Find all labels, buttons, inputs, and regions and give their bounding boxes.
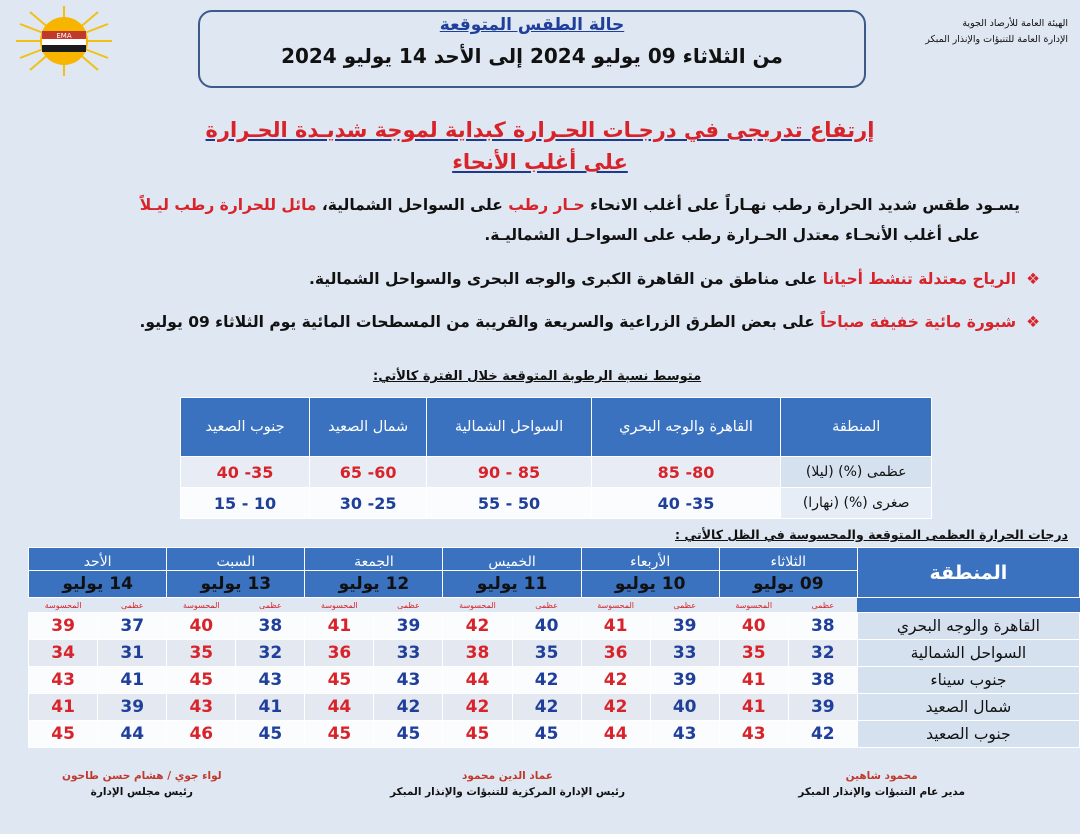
- logo-text: EMA: [56, 32, 72, 40]
- humidity-header-north-upper: شمال الصعيد: [310, 398, 427, 457]
- table-row: [29, 613, 1080, 640]
- signature-title: رئيس مجلس الإدارة: [90, 786, 193, 798]
- headline-line-2: على أغلب الأنحاء: [452, 150, 628, 174]
- bullet-fog: [40, 313, 1040, 331]
- humidity-row-label: صغرى (%) (نهارا): [781, 488, 932, 519]
- diamond-bullet-icon: ❖: [1026, 313, 1040, 331]
- humidity-header-region: المنطقة: [781, 398, 932, 457]
- date-header: 14 يوليو: [29, 571, 167, 598]
- organization-name: [848, 16, 1068, 48]
- feels-like-cell: 41: [719, 694, 788, 721]
- summary-text-b: حـار رطب: [508, 196, 585, 214]
- summary-text-a: يسـود طقس شديد الحرارة رطب نهـاراً على أغلب الانحاء: [584, 196, 1020, 214]
- max-temp-cell: 38: [236, 613, 305, 640]
- temperature-table: [28, 547, 1080, 748]
- region-name: جنوب الصعيد: [857, 721, 1079, 748]
- feels-like-cell: 42: [443, 613, 512, 640]
- feels-like-cell: 45: [167, 667, 236, 694]
- feel-label: المحسوسة: [305, 598, 374, 613]
- temperature-body: [29, 613, 1080, 748]
- humidity-header-north-coast: السواحل الشمالية: [427, 398, 591, 457]
- bullet-fog-highlight: شبورة مائية خفيفة صباحاً: [820, 313, 1017, 331]
- max-temp-cell: 42: [788, 721, 857, 748]
- feels-like-cell: 42: [581, 694, 650, 721]
- feels-like-cell: 40: [719, 613, 788, 640]
- region-name: القاهرة والوجه البحري: [857, 613, 1079, 640]
- signature-name: محمود شاهين: [845, 770, 918, 782]
- feel-label: المحسوسة: [581, 598, 650, 613]
- summary-line-1: [60, 196, 1020, 214]
- date-header: 13 يوليو: [167, 571, 305, 598]
- date-header: 10 يوليو: [581, 571, 719, 598]
- humidity-title: متوسط نسبة الرطوبة المتوقعة خلال الفترة كالأتي:: [373, 369, 702, 384]
- org-line-2: الإدارة العامة للتنبؤات والإنذار المبكر: [925, 34, 1068, 45]
- feel-label: المحسوسة: [29, 598, 98, 613]
- page-title: حالة الطقس المتوقعة: [439, 15, 625, 35]
- max-temp-cell: 37: [98, 613, 167, 640]
- feels-like-cell: 43: [29, 667, 98, 694]
- feels-like-cell: 41: [719, 667, 788, 694]
- max-temp-cell: 43: [650, 721, 719, 748]
- max-temp-cell: 38: [788, 667, 857, 694]
- humidity-header-cairo: القاهرة والوجه البحري: [591, 398, 781, 457]
- bullet-wind-highlight: الرياح معتدلة تنشط أحيانا: [822, 270, 1017, 288]
- max-temp-cell: 42: [512, 694, 581, 721]
- date-header: 12 يوليو: [305, 571, 443, 598]
- ema-logo: [8, 6, 120, 76]
- max-temp-cell: 41: [98, 667, 167, 694]
- region-name: جنوب سيناء: [857, 667, 1079, 694]
- signature-forecast-director: [798, 768, 965, 800]
- max-label: عظمى: [512, 598, 581, 613]
- feels-like-cell: 45: [29, 721, 98, 748]
- feel-label: المحسوسة: [167, 598, 236, 613]
- feels-like-cell: 41: [581, 613, 650, 640]
- day-header: السبت: [167, 548, 305, 571]
- max-temp-cell: 35: [512, 640, 581, 667]
- feels-like-cell: 41: [29, 694, 98, 721]
- day-header: الخميس: [443, 548, 581, 571]
- max-temp-cell: 32: [788, 640, 857, 667]
- feels-like-cell: 36: [581, 640, 650, 667]
- day-header: الجمعة: [305, 548, 443, 571]
- day-header: الأحد: [29, 548, 167, 571]
- feel-label: المحسوسة: [719, 598, 788, 613]
- temperature-subheader-row: [29, 598, 1080, 613]
- org-line-1: الهيئة العامة للأرصاد الجوية: [962, 18, 1068, 29]
- signature-chairman: [62, 768, 222, 800]
- humidity-header-south-upper: جنوب الصعيد: [181, 398, 310, 457]
- humidity-cell: 85 - 90: [427, 457, 591, 488]
- humidity-cell: 10 - 15: [181, 488, 310, 519]
- region-name: السواحل الشمالية: [857, 640, 1079, 667]
- feel-label: المحسوسة: [443, 598, 512, 613]
- feels-like-cell: 34: [29, 640, 98, 667]
- humidity-cell: 35- 40: [591, 488, 781, 519]
- humidity-cell: 80- 85: [591, 457, 781, 488]
- humidity-table: [180, 397, 932, 519]
- humidity-row-label: عظمى (%) (ليلا): [781, 457, 932, 488]
- max-temp-cell: 41: [236, 694, 305, 721]
- summary-text-d: مائل للحرارة رطب ليـلاً: [139, 196, 317, 214]
- feels-like-cell: 43: [719, 721, 788, 748]
- max-temp-cell: 42: [512, 667, 581, 694]
- diamond-bullet-icon: ❖: [1026, 270, 1040, 288]
- feels-like-cell: 46: [167, 721, 236, 748]
- humidity-cell: 50 - 55: [427, 488, 591, 519]
- table-row: [29, 667, 1080, 694]
- max-temp-cell: 40: [512, 613, 581, 640]
- title-box: [198, 10, 866, 88]
- feels-like-cell: 35: [167, 640, 236, 667]
- day-header: الثلاثاء: [719, 548, 857, 571]
- bullet-wind-text: على مناطق من القاهرة الكبرى والوجه البحرى والسواحل الشمالية.: [309, 270, 823, 288]
- feels-like-cell: 45: [443, 721, 512, 748]
- subheader-blank: [857, 598, 1079, 613]
- max-temp-cell: 31: [98, 640, 167, 667]
- signature-title: رئيس الإدارة المركزية للتنبؤات والإنذار المبكر: [389, 786, 625, 798]
- table-row: [29, 694, 1080, 721]
- headline-line-1: إرتفاع تدريجى في درجـات الحـرارة كبداية لموجة شديـدة الحـرارة: [205, 118, 875, 142]
- humidity-cell: 60- 65: [310, 457, 427, 488]
- humidity-cell: 25- 30: [310, 488, 427, 519]
- max-temp-cell: 43: [374, 667, 443, 694]
- feels-like-cell: 42: [581, 667, 650, 694]
- max-temp-cell: 43: [236, 667, 305, 694]
- max-temp-cell: 39: [650, 613, 719, 640]
- max-temp-cell: 32: [236, 640, 305, 667]
- max-temp-cell: 45: [512, 721, 581, 748]
- max-label: عظمى: [374, 598, 443, 613]
- max-temp-cell: 39: [98, 694, 167, 721]
- max-temp-cell: 40: [650, 694, 719, 721]
- bullet-wind: [40, 270, 1040, 288]
- day-header: الأربعاء: [581, 548, 719, 571]
- signature-title: مدير عام التنبؤات والإنذار المبكر: [798, 786, 965, 798]
- feels-like-cell: 40: [167, 613, 236, 640]
- feels-like-cell: 44: [443, 667, 512, 694]
- max-temp-cell: 39: [788, 694, 857, 721]
- max-temp-cell: 33: [650, 640, 719, 667]
- humidity-header-row: [181, 398, 932, 457]
- max-label: عظمى: [650, 598, 719, 613]
- forecast-period: من الثلاثاء 09 يوليو 2024 إلى الأحد 14 يوليو 2024: [281, 44, 783, 68]
- max-temp-cell: 42: [374, 694, 443, 721]
- feels-like-cell: 39: [29, 613, 98, 640]
- feels-like-cell: 44: [581, 721, 650, 748]
- signature-name: لواء جوي / هشام حسن طاحون: [62, 770, 222, 782]
- max-label: عظمى: [98, 598, 167, 613]
- max-temp-cell: 44: [98, 721, 167, 748]
- max-temp-cell: 38: [788, 613, 857, 640]
- temperature-day-row: [29, 548, 1080, 571]
- max-label: عظمى: [236, 598, 305, 613]
- max-temp-cell: 39: [650, 667, 719, 694]
- feels-like-cell: 38: [443, 640, 512, 667]
- bullet-fog-text: على بعض الطرق الزراعية والسريعة والقريبة من المسطحات المائية يوم الثلاثاء 09 يوليو.: [139, 313, 821, 331]
- table-row: [29, 721, 1080, 748]
- max-label: عظمى: [788, 598, 857, 613]
- temperature-title: درجات الحرارة العظمى المتوقعة والمحسوسة في الظل كالأتي :: [675, 527, 1068, 542]
- feels-like-cell: 43: [167, 694, 236, 721]
- date-header: 11 يوليو: [443, 571, 581, 598]
- feels-like-cell: 42: [443, 694, 512, 721]
- summary-line-2: على أغلب الأنحـاء معتدل الحـرارة رطب على السواحـل الشماليـة.: [484, 226, 980, 244]
- humidity-cell: 35- 40: [181, 457, 310, 488]
- table-row: [181, 457, 932, 488]
- signature-name: عماد الدين محمود: [462, 770, 553, 782]
- feels-like-cell: 45: [305, 721, 374, 748]
- table-row: [181, 488, 932, 519]
- feels-like-cell: 44: [305, 694, 374, 721]
- max-temp-cell: 33: [374, 640, 443, 667]
- feels-like-cell: 45: [305, 667, 374, 694]
- summary-text-c: على السواحل الشمالية،: [316, 196, 509, 214]
- max-temp-cell: 45: [374, 721, 443, 748]
- date-header: 09 يوليو: [719, 571, 857, 598]
- max-temp-cell: 39: [374, 613, 443, 640]
- signature-central-director: [390, 768, 625, 800]
- feels-like-cell: 36: [305, 640, 374, 667]
- table-row: [29, 640, 1080, 667]
- feels-like-cell: 41: [305, 613, 374, 640]
- feels-like-cell: 35: [719, 640, 788, 667]
- region-name: شمال الصعيد: [857, 694, 1079, 721]
- temperature-header-region: المنطقة: [857, 548, 1079, 598]
- max-temp-cell: 45: [236, 721, 305, 748]
